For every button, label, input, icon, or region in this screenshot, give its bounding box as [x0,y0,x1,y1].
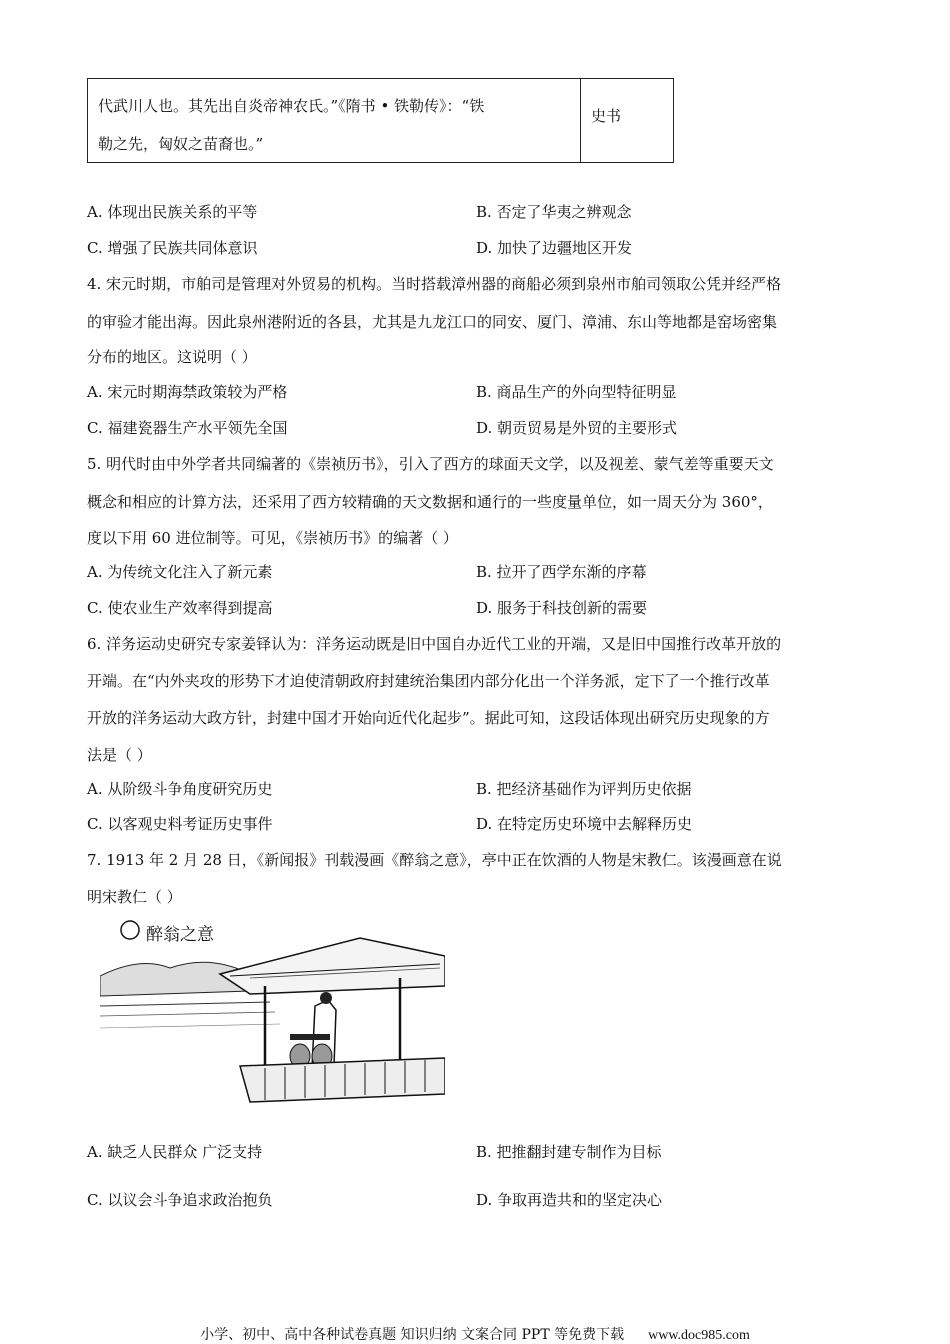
q7-option-d: D. 争取再造共和的坚定决心 [476,1191,663,1209]
source-table [87,78,674,163]
q4-option-d: D. 朝贡贸易是外贸的主要形式 [476,419,678,437]
q4-option-b: B. 商品生产的外向型特征明显 [476,383,677,401]
table-cell-type: 史书 [591,107,622,125]
q5-option-d: D. 服务于科技创新的需要 [476,599,648,617]
q5-option-c: C. 使农业生产效率得到提高 [87,599,273,617]
q3-option-d: D. 加快了边疆地区开发 [476,239,633,257]
q6-stem-line-1: 6. 洋务运动史研究专家姜铎认为：洋务运动既是旧中国自办近代工业的开端，又是旧中国推行改革开放的 [87,635,782,653]
table-quote-line-1: 代武川人也。其先出自炎帝神农氏。”《隋书 • 铁勒传》：“铁 [98,97,485,115]
q6-option-c: C. 以客观史料考证历史事件 [87,815,273,833]
q5-option-a: A. 为传统文化注入了新元素 [87,563,273,581]
page-footer [0,1324,950,1344]
cartoon-drunkard-image [100,916,445,1111]
q6-option-d: D. 在特定历史环境中去解释历史 [476,815,693,833]
q5-stem-line-3: 度以下用 60 进位制等。可见，《崇祯历书》的编著（ ） [87,529,458,547]
q4-stem-line-2: 的审验才能出海。因此泉州港附近的各县，尤其是九龙江口的同安、厦门、漳浦、东山等地都是窑场密集 [87,313,778,331]
q6-stem-line-2: 开端。在“内外夹攻的形势下才迫使清朝政府封建统治集团内部分化出一个洋务派，定下了一个推行改革 [87,672,770,690]
q6-option-b: B. 把经济基础作为评判历史依据 [476,780,692,798]
footer-url[interactable]: www.doc985.com [648,1328,750,1343]
footer-text: 小学、初中、高中各种试卷真题 知识归纳 文案合同 PPT 等免费下载 [200,1327,625,1343]
q5-option-b: B. 拉开了西学东渐的序幕 [476,563,647,581]
q3-option-c: C. 增强了民族共同体意识 [87,239,258,257]
q3-option-a: A. 体现出民族关系的平等 [87,203,258,221]
q7-stem-line-1: 7. 1913 年 2 月 28 日，《新闻报》刊载漫画《醉翁之意》，亭中正在饮酒的人物是宋教仁。该漫画意在说 [87,851,782,869]
table-quote-line-2: 勒之先，匈奴之苗裔也。” [98,135,264,153]
q7-option-c: C. 以议会斗争追求政治抱负 [87,1191,273,1209]
q3-option-b: B. 否定了华夷之辨观念 [476,203,632,221]
q7-option-a: A. 缺乏人民群众 广泛支持 [87,1143,263,1161]
q4-stem-line-3: 分布的地区。这说明（ ） [87,348,257,366]
q4-option-a: A. 宋元时期海禁政策较为严格 [87,383,288,401]
q4-stem-line-1: 4. 宋元时期，市舶司是管理对外贸易的机构。当时搭载漳州器的商船必须到泉州市舶司领取公凭并经严格 [87,275,782,293]
q6-stem-line-4: 法是（ ） [87,746,152,764]
table-cell-quote [88,79,581,162]
q5-stem-line-1: 5. 明代时由中外学者共同编著的《崇祯历书》，引入了西方的球面天文学，以及视差、蒙气差等重要天文 [87,455,774,473]
q7-option-b: B. 把推翻封建专制作为目标 [476,1143,662,1161]
q6-stem-line-3: 开放的洋务运动大政方针，封建中国才开始向近代化起步”。据此可知，这段话体现出研究历史现象的方 [87,709,770,727]
q4-option-c: C. 福建瓷器生产水平领先全国 [87,419,288,437]
q6-option-a: A. 从阶级斗争角度研究历史 [87,780,273,798]
q7-stem-line-2: 明宋教仁（ ） [87,888,182,906]
cartoon-title: 醉翁之意 [146,925,214,945]
q5-stem-line-2: 概念和相应的计算方法，还采用了西方较精确的天文数据和通行的一些度量单位，如一周天分为 360°， [87,493,773,511]
